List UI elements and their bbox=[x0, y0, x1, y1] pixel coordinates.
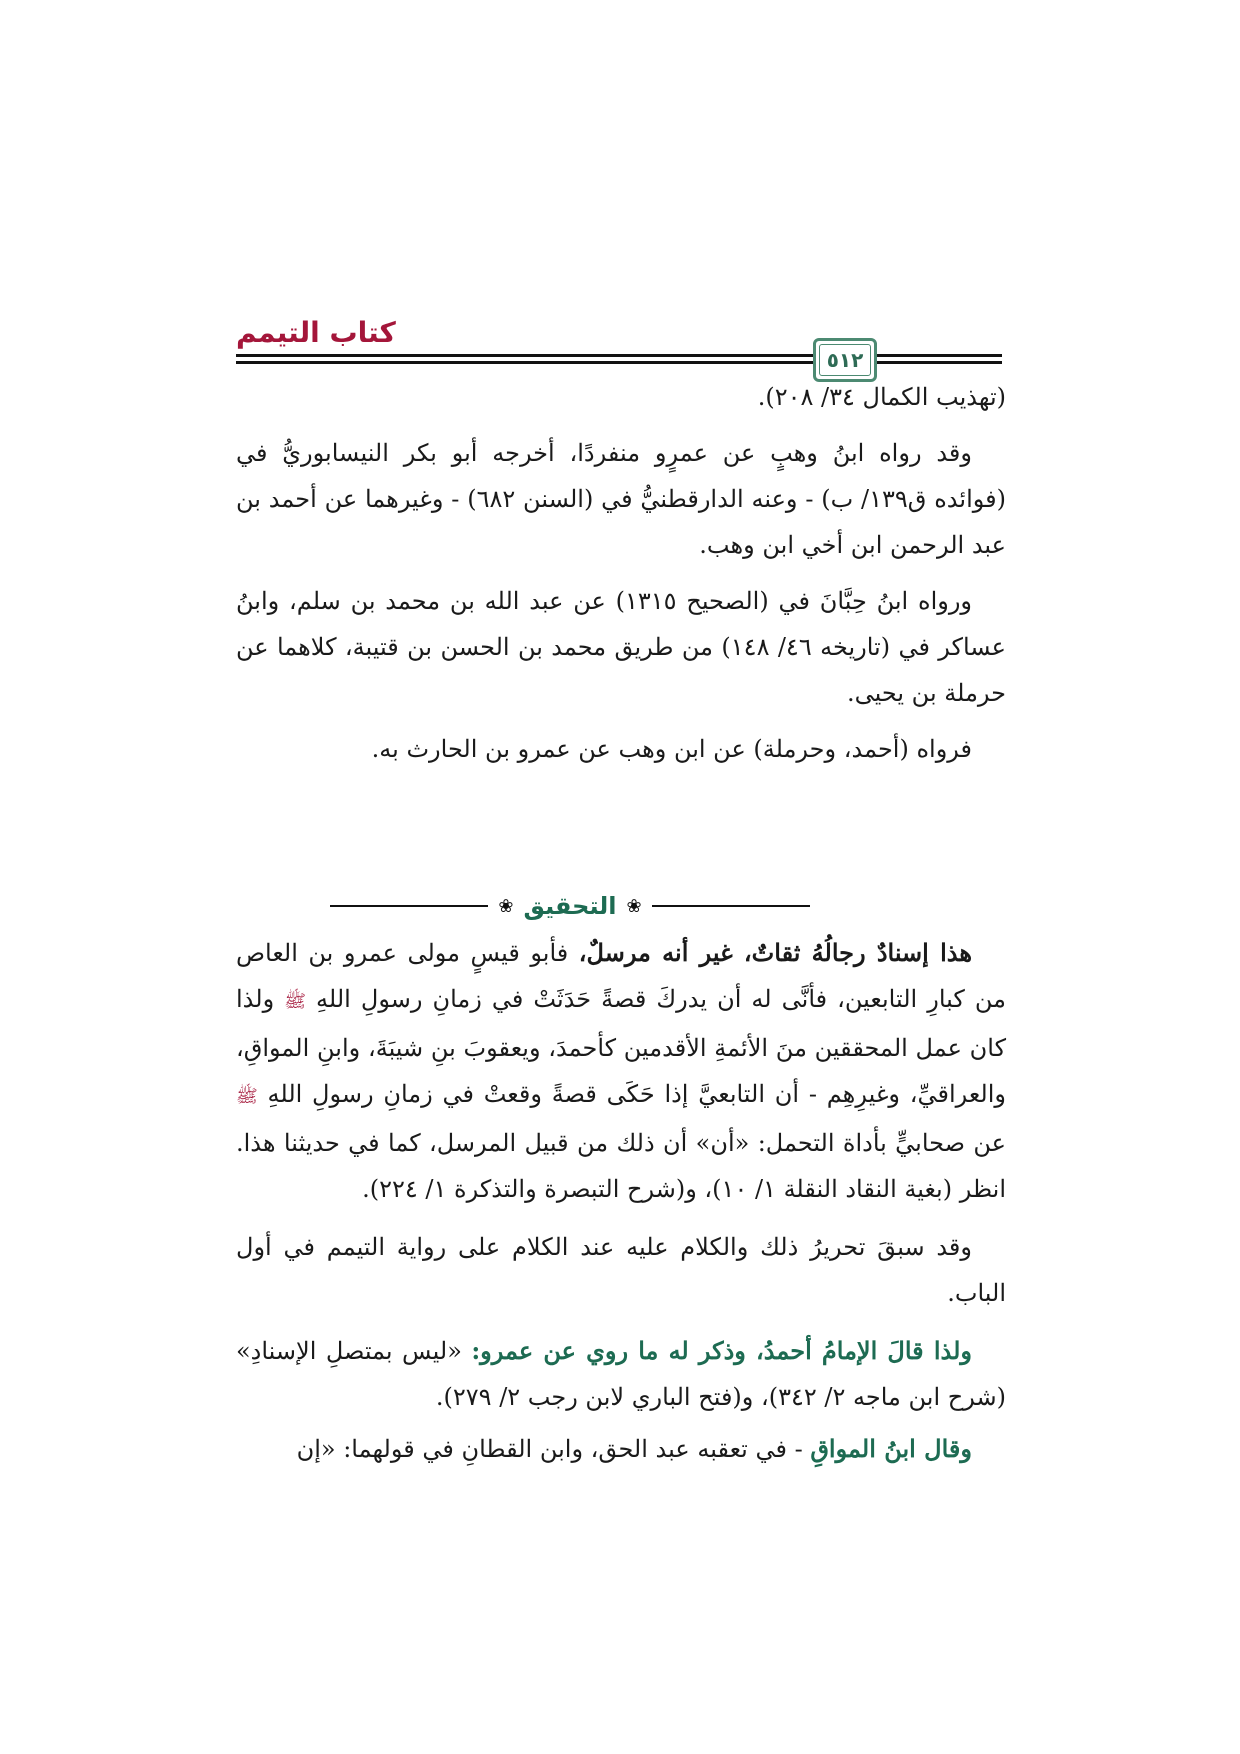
verification-text-3: عن صحابيٍّ بأداة التحمل: «أن» أن ذلك من قبيل المرسل، كما في حديثنا هذا. انظر (بغية النقاد النقلة ١/ ١٠)، و(شرح التبصرة والتذكرة ١/ ٢٢٤). bbox=[236, 1129, 1006, 1203]
verification-text-1: فأبو قيسٍ مولى عمرو بن العاص من كبارِ التابعين، فأنَّى له أن يدركَ قصةً حَدَثَتْ في زمانِ رسولِ اللهِ bbox=[236, 939, 1007, 1013]
section-title: التحقيق bbox=[523, 892, 617, 920]
reference-line: (تهذيب الكمال ٣٤/ ٢٠٨). bbox=[757, 383, 1006, 411]
paragraph-ahmad-quote bbox=[236, 1328, 1006, 1420]
ahmad-quote-lead: ولذا قالَ الإمامُ أحمدُ، وذكر له ما روي عن عمرو: bbox=[471, 1336, 972, 1365]
ahmad-quote-text: «ليس بمتصلِ الإسنادِ» (شرح ابن ماجه ٢/ ٣٤٢)، و(فتح الباري لابن رجب ٢/ ٢٧٩). bbox=[236, 1337, 1006, 1411]
paragraph-verification bbox=[236, 930, 1006, 1212]
paragraph-previous-discussion: وقد سبقَ تحريرُ ذلك والكلام عليه عند الكلام على رواية التيمم في أول الباب. bbox=[236, 1233, 1006, 1307]
paragraph-ibn-mawwaq bbox=[236, 1426, 1006, 1472]
ornament-icon: ❀ bbox=[626, 895, 642, 917]
lower-text-block bbox=[236, 930, 1006, 1472]
salutation-glyph: ﷺ bbox=[236, 1086, 258, 1107]
divider-line-right bbox=[652, 905, 810, 907]
upper-text-block bbox=[236, 374, 1006, 772]
page-number: ٥١٢ bbox=[819, 344, 871, 376]
verification-verdict: هذا إسنادٌ رجالُهُ ثقاتٌ، غير أنه مرسلٌ، bbox=[578, 938, 973, 967]
paragraph-summary: فرواه (أحمد، وحرملة) عن ابن وهب عن عمرو بن الحارث به. bbox=[371, 735, 972, 763]
divider-line-left bbox=[330, 905, 488, 907]
salutation-glyph: ﷺ bbox=[284, 991, 306, 1012]
ornament-icon: ❀ bbox=[498, 895, 514, 917]
verification-text-2: ولذا كان عمل المحققين منَ الأئمةِ الأقدمين كأحمدَ، ويعقوبَ بنِ شيبَةَ، وابنِ المواقِ، والعراقيِّ، وغيرِهِم - أن التابعيَّ إذا حَكَى قصةً وقعتْ في زمانِ رسولِ اللهِ bbox=[236, 985, 1006, 1108]
paragraph-narration-ibn-wahb: وقد رواه ابنُ وهبٍ عن عمرٍو منفردًا، أخرجه أبو بكر النيسابوريُّ في (فوائده ق١٣٩/ ب) - وعنه الدارقطنيُّ في (السنن ٦٨٢) - وغيرهما عن أحمد بن عبد الرحمن ابن أخي ابن وهب. bbox=[236, 439, 1006, 559]
chapter-title: كتاب التيمم bbox=[236, 316, 396, 349]
ibn-mawwaq-text: - في تعقبه عبد الحق، وابن القطانِ في قولهما: «إن bbox=[296, 1435, 811, 1463]
header-rule-top bbox=[236, 354, 1002, 357]
section-divider bbox=[330, 888, 810, 924]
header-rule-bottom bbox=[236, 361, 1002, 364]
ibn-mawwaq-lead: وقال ابنُ المواقِ bbox=[810, 1434, 972, 1463]
paragraph-narration-ibn-hibban: ورواه ابنُ حِبَّانَ في (الصحيح ١٣١٥) عن عبد الله بن محمد بن سلم، وابنُ عساكر في (تاريخه ٤٦/ ١٤٨) من طريق محمد بن الحسن بن قتيبة، كلاهما عن حرملة بن يحيى. bbox=[236, 587, 1007, 707]
